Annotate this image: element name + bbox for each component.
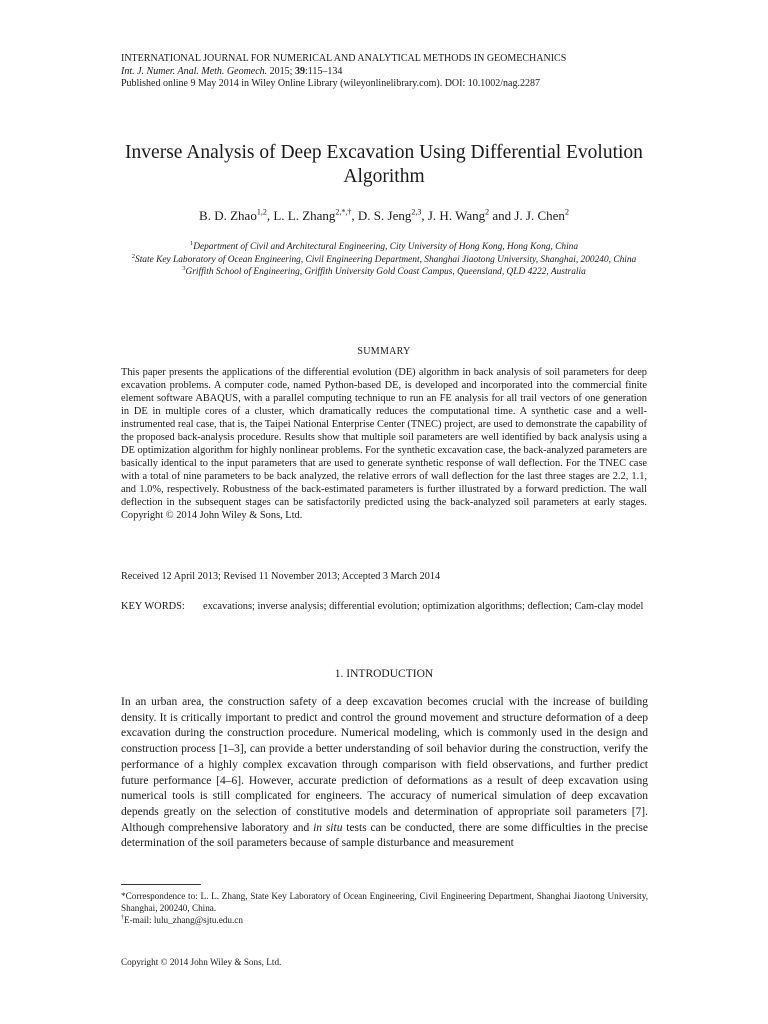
summary-heading: SUMMARY bbox=[357, 346, 411, 357]
intro-italic-term: in situ bbox=[313, 821, 343, 834]
email-text: E-mail: lulu_zhang@sjtu.edu.cn bbox=[124, 914, 243, 925]
published-line: Published online 9 May 2014 in Wiley Online Library (wileyonlinelibrary.com). DOI: 10.1002/nag.2287 bbox=[121, 78, 540, 89]
affiliation-3 bbox=[100, 266, 668, 279]
author-separator: , bbox=[421, 208, 428, 223]
affiliation-number: 2 bbox=[131, 252, 135, 260]
keywords-label: KEY WORDS: bbox=[121, 601, 185, 612]
received-dates: Received 12 April 2013; Revised 11 November 2013; Accepted 3 March 2014 bbox=[121, 571, 441, 582]
author-affiliation-mark: 2 bbox=[564, 207, 569, 217]
journal-name: INTERNATIONAL JOURNAL FOR NUMERICAL AND ANALYTICAL METHODS IN GEOMECHANICS bbox=[121, 53, 567, 64]
author-name: J. J. Chen bbox=[514, 208, 565, 223]
author-name: L. L. Zhang bbox=[273, 208, 336, 223]
affiliation-number: 3 bbox=[182, 265, 186, 273]
affiliation-1 bbox=[100, 241, 668, 254]
author-affiliation-mark: 2,3 bbox=[411, 207, 422, 217]
affiliation-text: Griffith School of Engineering, Griffith University Gold Coast Campus, Queensland, QLD 4222, Australia bbox=[185, 267, 586, 278]
author-name: J. H. Wang bbox=[427, 208, 486, 223]
keywords-block bbox=[121, 600, 647, 613]
citation-year: 2015; bbox=[269, 65, 293, 77]
author-affiliation-mark: 2 bbox=[485, 207, 490, 217]
footnotes bbox=[121, 891, 648, 926]
affiliation-text: State Key Laboratory of Ocean Engineering, Civil Engineering Department, Shanghai Jiaotong University, Shanghai, 200240, China bbox=[135, 254, 637, 265]
intro-text: In an urban area, the construction safety of a deep excavation becomes crucial with the increase of building density. It is critically important to predict and control the ground movement and structure deformation of a deep excavation during the construction procedure. Numerical modeling, which is commonly used in the design and construction process [1–3], can provide a better understanding of soil behavior during the construction, verify the performance of a highly complex excavation through comparison with field observations, and further predict future performance [4–6]. However, accurate prediction of deformations as a result of deep excavation using numerical tools is still complicated for engineers. The accuracy of numerical simulation of deep excavation depends greatly on the selection of constitutive models and determination of appropriate soil parameters [7]. Although comprehensive laboratory and bbox=[121, 696, 648, 834]
author-name: D. S. Jeng bbox=[357, 208, 412, 223]
keywords-list: excavations; inverse analysis; differential evolution; optimization algorithms; deflection; Cam-clay model bbox=[203, 601, 644, 612]
citation-line bbox=[121, 66, 681, 79]
summary-text: This paper presents the applications of the differential evolution (DE) algorithm in back analysis of soil parameters for deep excavation problems. A computer code, named Python-based DE, is developed and incorporated into the commercial finite element software ABAQUS, with a parallel computing technique to run an FE analysis for all trail vectors of one generation in DE in multiple cores of a cluster, which dramatically reduces the computational time. A synthetic case and a well-instrumented real case, that is, the Taipei National Enterprise Center (TNEC) project, are used to demonstrate the capability of the proposed back-analysis procedure. Results show that multiple soil parameters are well identified by back analysis using a DE optimization algorithm for highly nonlinear problems. For the synthetic excavation case, the back-analyzed parameters are basically identical to the input parameters that are used to generate synthetic response of wall deflection. For the TNEC case with a total of nine parameters to be back analyzed, the relative errors of wall deflection for the last three stages are 2.2, 1.1, and 1.0%, respectively. Robustness of the back-estimated parameters is further illustrated by a forward prediction. The wall deflection in the subsequent stages can be satisfactorily predicted using the back-analyzed soil parameters at early stages. Copyright © 2014 John Wiley & Sons, Ltd. bbox=[121, 367, 647, 521]
author-name: B. D. Zhao bbox=[199, 208, 257, 223]
affiliations bbox=[100, 241, 668, 279]
paper-title: Inverse Analysis of Deep Excavation Using Differential Evolution Algorithm bbox=[125, 142, 643, 187]
email-footnote-mark: † bbox=[121, 914, 124, 921]
citation-pages: :115–134 bbox=[304, 65, 343, 77]
author-list bbox=[60, 208, 708, 224]
section-heading-introduction: 1. INTRODUCTION bbox=[334, 668, 434, 680]
correspondence-footnote: *Correspondence to: L. L. Zhang, State Key Laboratory of Ocean Engineering, Civil Engineering Department, Shanghai Jiaotong University, Shanghai, 200240, China. bbox=[121, 891, 648, 913]
author-separator: and bbox=[489, 208, 515, 223]
author-affiliation-mark: 2,*,† bbox=[335, 207, 352, 217]
introduction-paragraph bbox=[121, 695, 648, 852]
affiliation-number: 1 bbox=[189, 239, 194, 247]
author-separator: , bbox=[266, 208, 274, 223]
intro-text-end: tests can be conducted, there are some difficulties in the precise determination of the soil parameters because of sample disturbance and measurement bbox=[121, 821, 649, 850]
footnote-divider bbox=[121, 884, 201, 885]
footer-copyright: Copyright © 2014 John Wiley & Sons, Ltd. bbox=[121, 957, 282, 967]
citation-abbrev: Int. J. Numer. Anal. Meth. Geomech. bbox=[121, 65, 268, 77]
email-footnote bbox=[121, 915, 648, 927]
citation-volume: 39 bbox=[294, 65, 305, 77]
journal-header bbox=[121, 53, 681, 91]
author-separator: , bbox=[351, 208, 358, 223]
affiliation-text: Department of Civil and Architectural Engineering, City University of Hong Kong, Hong Kong, China bbox=[193, 242, 579, 252]
author-affiliation-mark: 1,2 bbox=[256, 207, 267, 217]
